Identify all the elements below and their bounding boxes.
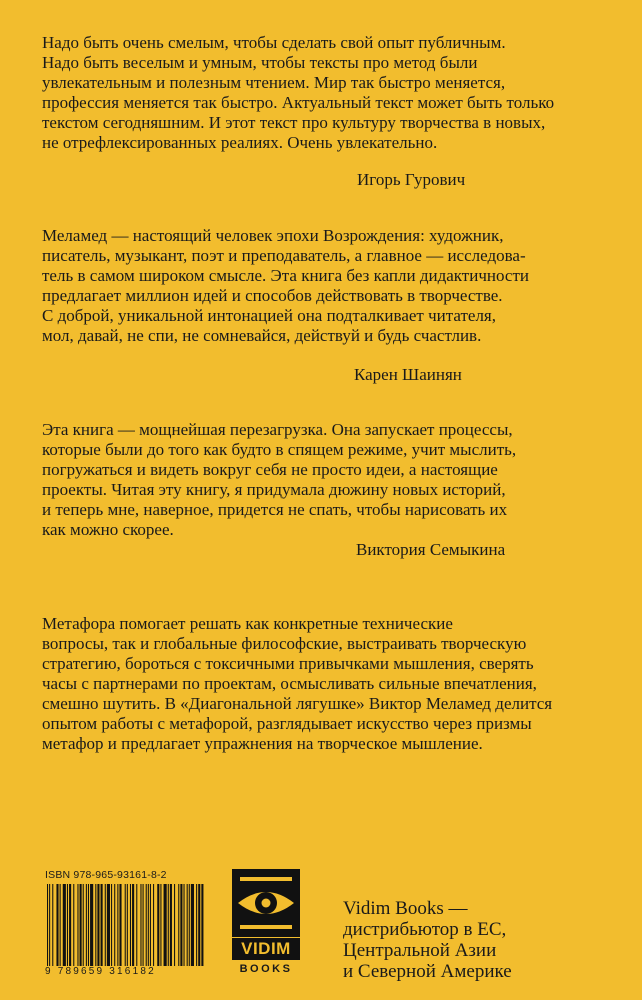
quote-line: как можно скорее.: [42, 520, 174, 539]
eye-icon: [232, 869, 300, 937]
quote-line: увлекательным и полезным чтением. Мир так быстро меняется,: [42, 73, 506, 92]
quote-line: проекты. Читая эту книгу, я придумала дюжину новых историй,: [42, 480, 506, 499]
quote-line: писатель, музыкант, поэт и преподаватель, а главное — исследова-: [42, 246, 526, 265]
description-line: смешно шутить. В «Диагональной лягушке» Виктор Меламед делится: [42, 694, 553, 713]
quote-line: предлагает миллион идей и способов действовать в творчестве.: [42, 286, 503, 305]
quote-line: Эта книга — мощнейшая перезагрузка. Она запускает процессы,: [42, 420, 513, 439]
quote-line: Надо быть очень смелым, чтобы сделать свой опыт публичным.: [42, 33, 506, 52]
distributor-line: Центральной Азии: [343, 940, 497, 961]
distributor-line: Vidim Books —: [343, 898, 468, 919]
quote-line: Меламед — настоящий человек эпохи Возрождения: художник,: [42, 226, 504, 245]
review-quote-2: [42, 226, 604, 346]
description-line: метафор и предлагает упражнения на творческое мышление.: [42, 734, 483, 753]
book-description: [42, 614, 604, 754]
description-line: часы с партнерами по проектам, осмысливать сильные впечатления,: [42, 674, 537, 693]
quote-line: погружаться и видеть вокруг себя не просто идеи, а настоящие: [42, 460, 498, 479]
quote-line: которые были до того как будто в спящем режиме, учит мыслить,: [42, 440, 517, 459]
quote-author-3: Виктория Семыкина: [356, 540, 506, 559]
review-quote-3: [42, 420, 604, 540]
quote-line: текстом сегодняшним. И этот текст про культуру творчества в новых,: [42, 113, 546, 132]
logo-subtitle: BOOKS: [239, 963, 293, 975]
isbn-label: ISBN 978-965-93161-8-2: [45, 869, 167, 881]
logo-wordmark: VIDIM: [232, 938, 300, 960]
barcode: [45, 884, 207, 966]
distributor-line: дистрибьютор в ЕС,: [343, 919, 507, 940]
description-line: вопросы, так и глобальные философские, выстраивать творческую: [42, 634, 527, 653]
quote-line: Надо быть веселым и умным, чтобы тексты про метод были: [42, 53, 478, 72]
quote-line: С доброй, уникальной интонацией она подталкивает читателя,: [42, 306, 497, 325]
barcode-digits: 9 789659 316182: [45, 966, 156, 977]
distributor-note: [343, 898, 512, 982]
description-line: Метафора помогает решать как конкретные технические: [42, 614, 453, 633]
quote-author-2: Карен Шаинян: [354, 365, 462, 384]
description-line: опытом работы с метафорой, разглядывает искусство через призмы: [42, 714, 532, 733]
quote-line: и теперь мне, наверное, придется не спать, чтобы нарисовать их: [42, 500, 508, 519]
quote-author-1: Игорь Гурович: [357, 170, 466, 189]
quote-line: не отрефлексированных реалиях. Очень увлекательно.: [42, 133, 438, 152]
description-line: стратегию, бороться с токсичными привычками мышления, сверять: [42, 654, 534, 673]
vidim-books-logo: [232, 869, 300, 979]
distributor-line: и Северной Америке: [343, 961, 512, 982]
quote-line: профессия меняется так быстро. Актуальный текст может быть только: [42, 93, 555, 112]
quote-line: тель в самом широком смысле. Эта книга без капли дидактичности: [42, 266, 529, 285]
review-quote-1: [42, 33, 604, 153]
quote-line: мол, давай, не спи, не сомневайся, действуй и будь счастлив.: [42, 326, 482, 345]
